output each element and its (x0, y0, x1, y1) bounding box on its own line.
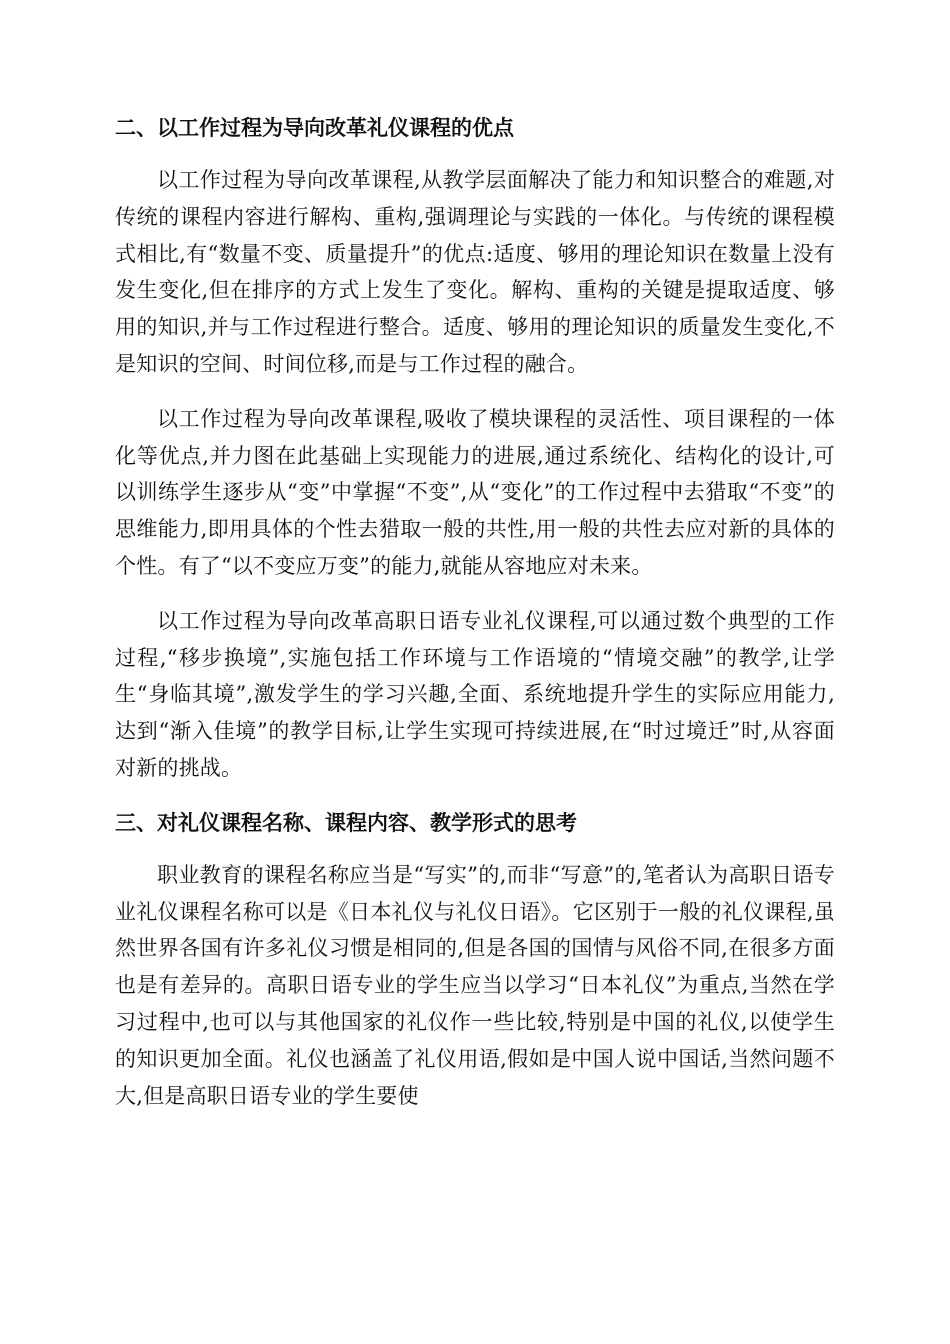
paragraph-4: 职业教育的课程名称应当是“写实”的,而非“写意”的,笔者认为高职日语专业礼仪课程名称可以是《日本礼仪与礼仪日语》。它区别于一般的礼仪课程,虽然世界各国有许多礼仪习惯是相同的,但是各国的国情与风俗不同,在很多方面也是有差异的。高职日语专业的学生应当以学习“日本礼仪”为重点,当然在学习过程中,也可以与其他国家的礼仪作一些比较,特别是中国的礼仪,以使学生的知识更加全面。礼仪也涵盖了礼仪用语,假如是中国人说中国话,当然问题不大,但是高职日语专业的学生要使 (115, 862, 835, 1108)
section-heading-2: 二、以工作过程为导向改革礼仪课程的优点 (115, 116, 514, 140)
document-page (115, 110, 835, 1114)
paragraph-3: 以工作过程为导向改革高职日语专业礼仪课程,可以通过数个典型的工作过程,“移步换境”,实施包括工作环境与工作语境的“情境交融”的教学,让学生“身临其境”,激发学生的学习兴趣,全面、系统地提升学生的实际应用能力,达到“渐入佳境”的教学目标,让学生实现可持续进展,在“时过境迁”时,从容面对新的挑战。 (115, 608, 835, 780)
section-heading-3: 三、对礼仪课程名称、课程内容、教学形式的思考 (115, 810, 577, 835)
paragraph-1: 以工作过程为导向改革课程,从教学层面解决了能力和知识整合的难题,对传统的课程内容进行解构、重构,强调理论与实践的一体化。与传统的课程模式相比,有“数量不变、质量提升”的优点:适度、够用的理论知识在数量上没有发生变化,但在排序的方式上发生了变化。解构、重构的关键是提取适度、够用的知识,并与工作过程进行整合。适度、够用的理论知识的质量发生变化,不是知识的空间、时间位移,而是与工作过程的融合。 (115, 168, 835, 376)
paragraph-2: 以工作过程为导向改革课程,吸收了模块课程的灵活性、项目课程的一体化等优点,并力图在此基础上实现能力的进展,通过系统化、结构化的设计,可以训练学生逐步从“变”中掌握“不变”,从“变化”的工作过程中去猎取“不变”的思维能力,即用具体的个性去猎取一般的共性,用一般的共性去应对新的具体的个性。有了“以不变应万变”的能力,就能从容地应对未来。 (115, 406, 835, 578)
